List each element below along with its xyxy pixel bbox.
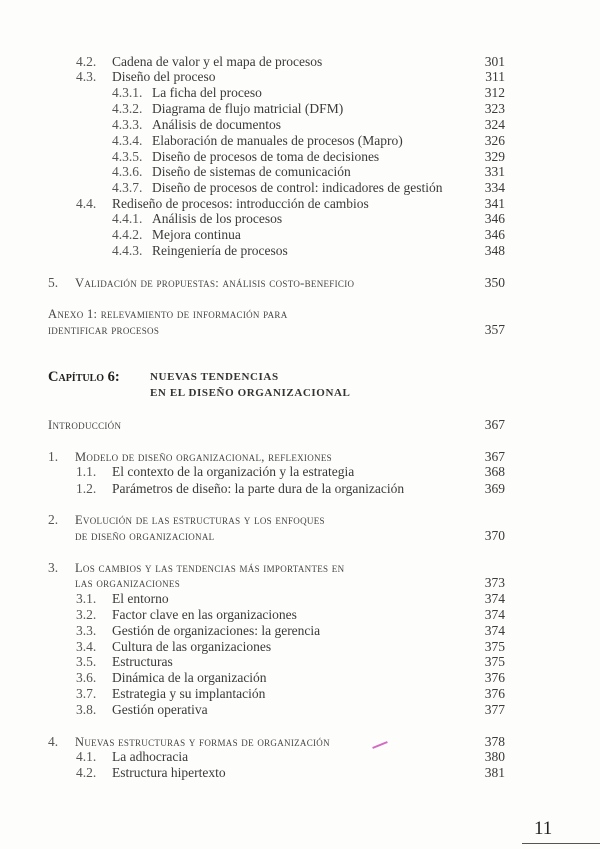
toc-entry-title: EN EL DISEÑO ORGANIZACIONAL [150, 387, 351, 399]
toc-entry [0, 654, 600, 670]
toc-entry-page: 374 [484, 623, 505, 638]
toc-entry [0, 85, 600, 101]
toc-entry [0, 702, 600, 718]
toc-entry-number: 4.3.1. [112, 85, 143, 100]
toc-entry-number: 4.3.4. [112, 133, 143, 148]
toc-entry-title: Introducción [48, 418, 122, 432]
toc-entry-number: 1.1. [76, 464, 97, 479]
toc-entry-page: 367 [484, 449, 505, 464]
toc-entry-title: Mejora continua [152, 227, 241, 242]
toc-entry-page: 375 [484, 654, 505, 669]
toc-entry-title: Modelo de diseño organizacional, reflexiones [75, 450, 332, 464]
toc-entry-title: Diseño de sistemas de comunicación [152, 164, 351, 179]
toc-entry [0, 369, 600, 385]
toc-entry [0, 560, 600, 576]
toc-entry-page: 326 [484, 133, 505, 148]
toc-entry-page: 368 [484, 464, 505, 479]
toc-entry-title: Estructura hipertexto [112, 765, 226, 780]
toc-entry [0, 607, 600, 623]
toc-entry-page: 346 [484, 227, 505, 242]
toc-entry-page: 329 [484, 149, 505, 164]
toc-entry-number: Capítulo 6: [48, 369, 120, 385]
toc-entry-number: 4.4.2. [112, 227, 143, 242]
toc-entry [0, 211, 600, 227]
toc-entry-number: 4.3.5. [112, 149, 143, 164]
toc-entry-title: Diagrama de flujo matricial (DFM) [152, 101, 344, 116]
toc-entry [0, 512, 600, 528]
toc-entry-page: 348 [484, 243, 505, 258]
toc-entry [0, 149, 600, 165]
toc-entry-title: La adhocracia [112, 749, 189, 764]
toc-entry-title: Factor clave en las organizaciones [112, 607, 297, 622]
toc-entry [0, 322, 600, 338]
toc-entry-title: Los cambios y las tendencias más importantes en [75, 561, 345, 575]
toc-entry-page: 311 [485, 69, 505, 84]
toc-entry-page: 373 [484, 575, 505, 590]
toc-entry-number: 3.1. [76, 591, 97, 606]
toc-entry-title: Análisis de documentos [152, 117, 281, 132]
toc-entry-number: 4. [48, 734, 59, 749]
toc-entry-title: de diseño organizacional [75, 529, 215, 543]
toc-entry [0, 734, 600, 750]
toc-entry-number: 4.3. [76, 69, 97, 84]
toc-entry [0, 306, 600, 322]
toc-entry-title: Estructuras [112, 654, 173, 669]
toc-entry-number: 3.4. [76, 639, 97, 654]
toc-entry-title: NUEVAS TENDENCIAS [150, 371, 279, 383]
toc-entry [0, 481, 600, 497]
toc-entry-page: 376 [484, 670, 505, 685]
toc-entry-page: 324 [484, 117, 505, 132]
toc-entry-title: Validación de propuestas: análisis costo-beneficio [75, 276, 355, 290]
toc-entry [0, 275, 600, 291]
toc-entry [0, 243, 600, 259]
toc-entry-page: 378 [484, 734, 505, 749]
toc-entry-title: Estrategia y su implantación [112, 686, 266, 701]
toc-entry [0, 670, 600, 686]
toc-entry-page: 374 [484, 591, 505, 606]
toc-entry-title: Nuevas estructuras y formas de organización [75, 735, 330, 749]
toc-entry [0, 196, 600, 212]
toc-entry-page: 341 [484, 196, 505, 211]
toc-entry-title: La ficha del proceso [152, 85, 262, 100]
toc-entry-number: 3. [48, 560, 59, 575]
toc-entry-number: 2. [48, 512, 59, 527]
toc-entry [0, 164, 600, 180]
toc-entry-number: 3.2. [76, 607, 97, 622]
toc-entry [0, 639, 600, 655]
toc-entry-page: 381 [484, 765, 505, 780]
toc-entry-number: 4.3.3. [112, 117, 143, 132]
toc-entry-page: 370 [484, 528, 505, 543]
toc-entry-title: Rediseño de procesos: introducción de cambios [112, 196, 369, 211]
toc-entry-page: 377 [484, 702, 505, 717]
toc-entry-number: 5. [48, 275, 59, 290]
toc-entry-title: Elaboración de manuales de procesos (Mapro) [152, 133, 403, 148]
toc-entry-page: 346 [484, 211, 505, 226]
toc-entry-number: 4.4.1. [112, 211, 143, 226]
toc-entry-number: 3.6. [76, 670, 97, 685]
toc-entry [0, 528, 600, 544]
toc-entry-page: 369 [484, 481, 505, 496]
toc-entry-page: 334 [484, 180, 505, 195]
toc-entry-number: 1. [48, 449, 59, 464]
toc-entry-title: Parámetros de diseño: la parte dura de la organización [112, 481, 405, 496]
toc-entry [0, 133, 600, 149]
toc-entry [0, 591, 600, 607]
toc-entry-number: 4.4. [76, 196, 97, 211]
toc-entry-title: Gestión de organizaciones: la gerencia [112, 623, 321, 638]
toc-entry-title: Análisis de los procesos [152, 211, 283, 226]
toc-entry [0, 623, 600, 639]
toc-entry [0, 449, 600, 465]
toc-entry-title: Dinámica de la organización [112, 670, 267, 685]
toc-entry-number: 3.8. [76, 702, 97, 717]
toc-entry-title: identificar procesos [48, 323, 160, 337]
toc-entry-number: 1.2. [76, 481, 97, 496]
toc-entry [0, 385, 600, 401]
toc-entry-title: las organizaciones [75, 576, 181, 590]
page-number: 11 [534, 818, 553, 839]
toc-entry-number: 3.7. [76, 686, 97, 701]
toc-entry-page: 350 [484, 275, 505, 290]
toc-entry-page: 367 [484, 417, 505, 432]
page-number-rule [522, 843, 600, 844]
toc-entry [0, 749, 600, 765]
toc-entry-number: 4.3.7. [112, 180, 143, 195]
toc-entry [0, 54, 600, 70]
toc-entry-title: Cultura de las organizaciones [112, 639, 272, 654]
toc-entry-number: 4.1. [76, 749, 97, 764]
toc-entry-title: Gestión operativa [112, 702, 208, 717]
toc-entry [0, 117, 600, 133]
toc-entry-number: 4.4.3. [112, 243, 143, 258]
toc-entry [0, 180, 600, 196]
toc-entry [0, 575, 600, 591]
toc-entry-title: Diseño de procesos de toma de decisiones [152, 149, 380, 164]
toc-entry-title: El entorno [112, 591, 169, 606]
toc-entry-title: Evolución de las estructuras y los enfoques [75, 513, 325, 527]
toc-entry-page: 331 [484, 164, 505, 179]
toc-entry-number: 3.3. [76, 623, 97, 638]
toc-entry-number: 4.3.6. [112, 164, 143, 179]
toc-entry [0, 686, 600, 702]
toc-entry-page: 374 [484, 607, 505, 622]
toc-entry [0, 765, 600, 781]
toc-entry-page: 375 [484, 639, 505, 654]
toc-entry [0, 101, 600, 117]
toc-entry-title: El contexto de la organización y la estrategia [112, 464, 355, 479]
toc-entry-page: 301 [484, 54, 505, 69]
toc-entry-title: Reingeniería de procesos [152, 243, 288, 258]
toc-entry-title: Diseño del proceso [112, 69, 216, 84]
toc-entry [0, 417, 600, 433]
toc-entry-number: 3.5. [76, 654, 97, 669]
toc-entry [0, 464, 600, 480]
toc-entry [0, 69, 600, 85]
toc-entry-title: Cadena de valor y el mapa de procesos [112, 54, 323, 69]
toc-entry-title: Anexo 1: relevamiento de información para [48, 307, 288, 321]
toc-entry-page: 323 [484, 101, 505, 116]
toc-entry-page: 312 [484, 85, 505, 100]
toc-entry-number: 4.3.2. [112, 101, 143, 116]
toc-entry-page: 376 [484, 686, 505, 701]
toc-entry-number: 4.2. [76, 765, 97, 780]
toc-entry-page: 357 [484, 322, 505, 337]
toc-entry-page: 380 [484, 749, 505, 764]
toc-entry-number: 4.2. [76, 54, 97, 69]
toc-entry [0, 227, 600, 243]
toc-entry-title: Diseño de procesos de control: indicadores de gestión [152, 180, 443, 195]
